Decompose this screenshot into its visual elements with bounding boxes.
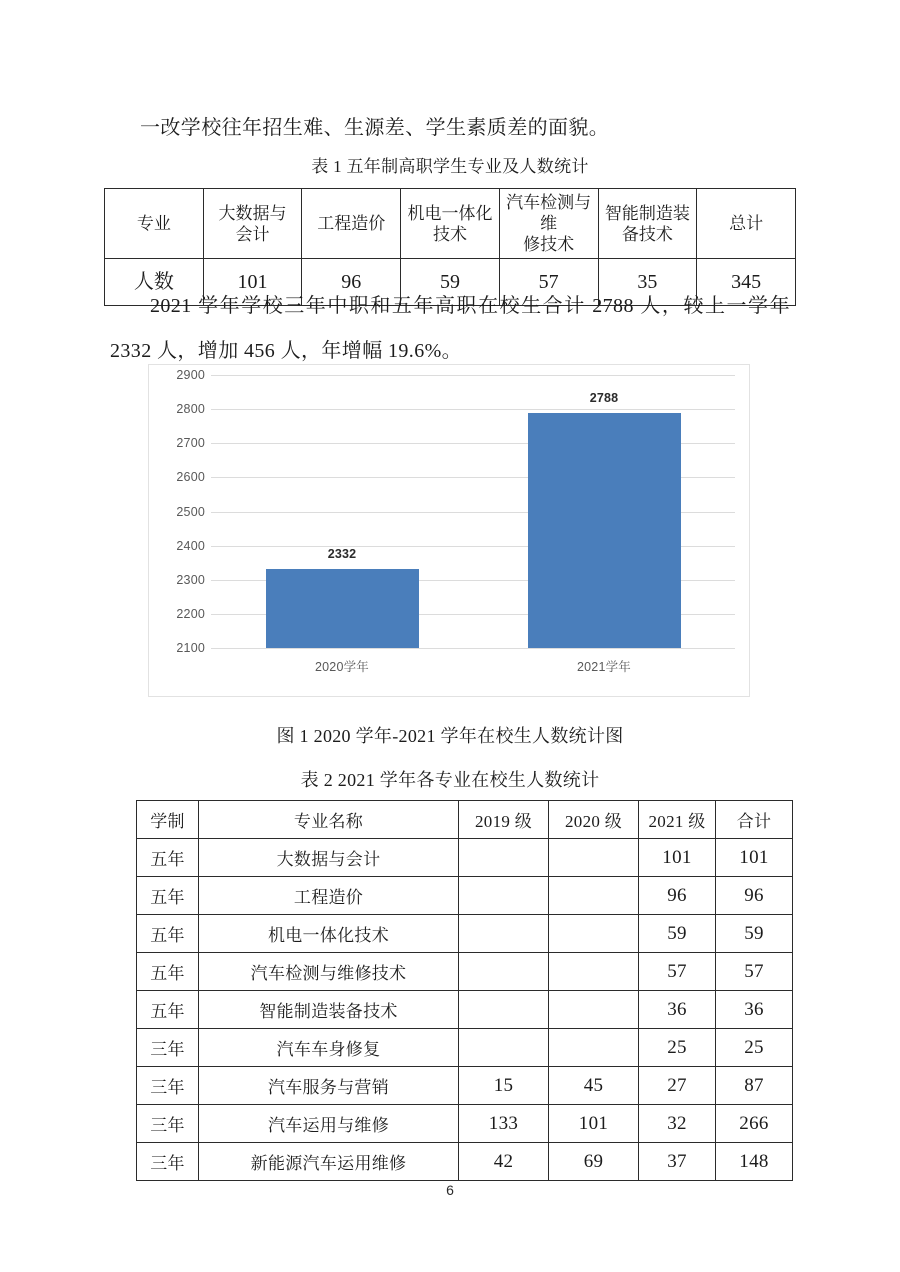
table2-header-cell-3: 2020 级 (549, 801, 639, 839)
table2-header-cell-0: 学制 (137, 801, 199, 839)
table2-header-cell-4: 2021 级 (639, 801, 716, 839)
table2-cell-major: 汽车检测与维修技术 (199, 953, 459, 991)
table2-caption: 表 2 2021 学年各专业在校生人数统计 (300, 770, 600, 790)
table1-value-cell: 96 (302, 259, 401, 306)
chart-bar (528, 413, 681, 648)
table2-cell-system: 三年 (137, 1143, 199, 1181)
table1-header-line: 汽车检测与维 (506, 193, 592, 233)
table1-caption: 表 1 五年制高职学生专业及人数统计 (311, 157, 589, 176)
table2-cell-2021: 101 (639, 839, 716, 877)
chart-y-tick-label: 2900 (176, 368, 205, 382)
chart-bar-value-label: 2788 (589, 391, 619, 406)
table-row-header (137, 801, 793, 839)
page-number: 6 (446, 1182, 454, 1198)
table-row (137, 953, 793, 991)
table-major-enrollment-2021 (136, 800, 793, 1181)
table1-row-label: 人数 (105, 259, 204, 306)
table2-cell-2019: 15 (459, 1067, 549, 1105)
table-row (137, 1105, 793, 1143)
table2-header-cell-2: 2019 级 (459, 801, 549, 839)
table2-cell-2019 (459, 1029, 549, 1067)
table2-cell-total: 96 (716, 877, 793, 915)
table-row (137, 839, 793, 877)
table2-cell-major: 智能制造装备技术 (199, 991, 459, 1029)
table1-header-line: 机电一体化 (407, 203, 493, 223)
table2-cell-2021: 36 (639, 991, 716, 1029)
chart-gridline (211, 648, 735, 649)
table-row (137, 991, 793, 1029)
table1-header-cell-1 (203, 189, 302, 259)
table2-cell-2019: 42 (459, 1143, 549, 1181)
table2-cell-2020 (549, 1029, 639, 1067)
chart-y-tick-label: 2600 (176, 470, 205, 485)
table2-cell-major: 汽车车身修复 (199, 1029, 459, 1067)
table2-cell-2020 (549, 877, 639, 915)
table2-cell-major: 新能源汽车运用维修 (199, 1143, 459, 1181)
table2-cell-total: 266 (716, 1105, 793, 1143)
table2-cell-2021: 59 (639, 915, 716, 953)
chart-y-tick-label: 2500 (176, 504, 205, 519)
table2-cell-2020: 69 (549, 1143, 639, 1181)
chart-category-label: 2021学年 (576, 660, 632, 674)
table1-value-cell: 59 (401, 259, 500, 306)
chart-bar-value-label: 2332 (327, 546, 357, 561)
chart-category-label: 2020学年 (314, 660, 370, 674)
chart-y-axis (159, 365, 205, 696)
table-row (137, 1029, 793, 1067)
chart-gridline (211, 409, 735, 410)
table2-cell-total: 87 (716, 1067, 793, 1105)
table1-value-cell: 35 (598, 259, 697, 306)
table2-cell-2020 (549, 839, 639, 877)
table2-cell-system: 五年 (137, 991, 199, 1029)
table1-header-line: 专业 (136, 214, 171, 233)
enrollment-bar-chart (148, 364, 750, 697)
table2-cell-total: 57 (716, 953, 793, 991)
table2-cell-2020 (549, 953, 639, 991)
table1-header-line: 修技术 (523, 235, 575, 254)
table2-header-cell-5: 合计 (716, 801, 793, 839)
table1-value-cell: 345 (697, 259, 796, 306)
table2-cell-system: 五年 (137, 915, 199, 953)
table1-header-line: 备技术 (621, 224, 673, 244)
chart-bar (266, 569, 419, 648)
chart-gridline (211, 375, 735, 376)
table2-cell-2020 (549, 991, 639, 1029)
chart-y-tick-label: 2800 (176, 402, 205, 417)
table2-cell-2020 (549, 915, 639, 953)
table1-value-cell: 101 (203, 259, 302, 306)
table2-cell-system: 三年 (137, 1029, 199, 1067)
table2-cell-major: 大数据与会计 (199, 839, 459, 877)
table1-header-line: 工程造价 (317, 214, 386, 233)
table2-cell-total: 25 (716, 1029, 793, 1067)
table1-header-cell-0 (105, 189, 204, 259)
table1-value-cell: 57 (499, 259, 598, 306)
table2-cell-2021: 57 (639, 953, 716, 991)
table1-header-cell-3 (401, 189, 500, 259)
table2-cell-system: 五年 (137, 953, 199, 991)
table2-cell-total: 36 (716, 991, 793, 1029)
table2-header-cell-1: 专业名称 (199, 801, 459, 839)
chart-y-tick-label: 2300 (176, 572, 205, 587)
table2-cell-major: 汽车服务与营销 (199, 1067, 459, 1105)
table2-cell-2021: 25 (639, 1029, 716, 1067)
chart-y-tick-label: 2200 (176, 606, 205, 621)
table1-header-line: 智能制造装 (604, 203, 690, 223)
table2-cell-2019: 133 (459, 1105, 549, 1143)
table1-header-line: 大数据与 (218, 203, 287, 223)
table2-cell-2021: 96 (639, 877, 716, 915)
table-row (137, 915, 793, 953)
table1-header-cell-4 (499, 189, 598, 259)
chart-y-tick-label: 2400 (176, 538, 205, 553)
table2-cell-major: 汽车运用与维修 (199, 1105, 459, 1143)
chart-y-tick-label: 2100 (176, 641, 205, 655)
table-row (137, 877, 793, 915)
table1-header-line: 会计 (235, 224, 270, 244)
table-row (137, 1143, 793, 1181)
table2-cell-2021: 27 (639, 1067, 716, 1105)
table2-cell-major: 工程造价 (199, 877, 459, 915)
table2-cell-total: 59 (716, 915, 793, 953)
table1-header-cell-5 (598, 189, 697, 259)
table2-cell-2020: 101 (549, 1105, 639, 1143)
table2-cell-2019 (459, 915, 549, 953)
chart-plot-area (149, 365, 749, 696)
chart-y-tick-label: 2700 (176, 436, 205, 451)
paragraph-enrollment: 2021 学年学校三年中职和五年高职在校生合计 2788 人，较上一学年 2332 人，增加 456 人，年增幅 19.6%。 (110, 295, 790, 362)
table2-cell-major: 机电一体化技术 (199, 915, 459, 953)
table2-cell-system: 三年 (137, 1105, 199, 1143)
table2-cell-2019 (459, 953, 549, 991)
table2-cell-system: 三年 (137, 1067, 199, 1105)
table2-cell-system: 五年 (137, 839, 199, 877)
table2-cell-total: 101 (716, 839, 793, 877)
table2-cell-2021: 32 (639, 1105, 716, 1143)
table2-cell-total: 148 (716, 1143, 793, 1181)
table2-cell-2019 (459, 839, 549, 877)
table-row-header (105, 189, 796, 259)
table2-cell-2020: 45 (549, 1067, 639, 1105)
table2-cell-system: 五年 (137, 877, 199, 915)
table2-cell-2019 (459, 991, 549, 1029)
table1-header-line: 技术 (432, 224, 467, 244)
paragraph-intro: 一改学校往年招生难、生源差、学生素质差的面貌。 (140, 117, 610, 139)
table1-header-cell-2 (302, 189, 401, 259)
figure1-caption: 图 1 2020 学年-2021 学年在校生人数统计图 (276, 726, 624, 746)
table1-header-cell-6 (697, 189, 796, 259)
table1-header-line: 总计 (729, 214, 764, 233)
table-row (137, 1067, 793, 1105)
table2-cell-2019 (459, 877, 549, 915)
table2-cell-2021: 37 (639, 1143, 716, 1181)
